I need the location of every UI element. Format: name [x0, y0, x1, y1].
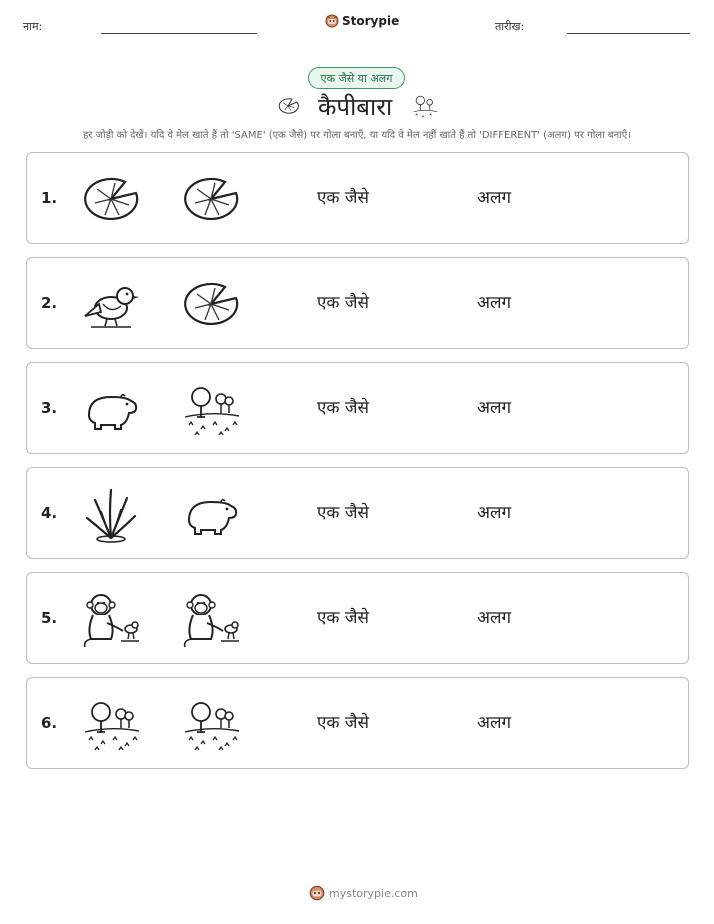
question-row: [26, 257, 689, 349]
option-same[interactable]: एक जैसे: [317, 503, 369, 523]
option-different[interactable]: अलग: [477, 503, 512, 523]
option-different[interactable]: अलग: [477, 398, 512, 418]
question-row: [26, 677, 689, 769]
lily-pad-icon: [181, 274, 241, 334]
trees-landscape-icon: [81, 694, 141, 754]
option-different[interactable]: अलग: [477, 713, 512, 733]
grass-icon: [81, 484, 141, 544]
lily-pad-icon: [181, 169, 241, 229]
instructions-text: हर जोड़ी को देखें। यदि वे मेल खाते हैं तो 'SAME' (एक जैसे) पर गोला बनाएँ, या यदि वे मेल नहीं खाते हैं तो 'DIFFERENT' (अलग) पर गोला बनाएँ।: [82, 130, 632, 141]
option-same[interactable]: एक जैसे: [317, 608, 369, 628]
trees-landscape-icon: [181, 694, 241, 754]
worksheet-title: कैपीबारा: [318, 93, 393, 121]
question-row: [26, 572, 689, 664]
option-same[interactable]: एक जैसे: [317, 713, 369, 733]
trees-landscape-icon: [181, 379, 241, 439]
question-number: 1.: [41, 189, 58, 207]
title-lily-pad-icon: [273, 94, 303, 122]
worksheet-type-badge: एक जैसे या अलग: [308, 67, 405, 89]
storypie-mascot-logo-icon: [325, 13, 339, 29]
footer: [309, 884, 418, 902]
title-trees-landscape-icon: [410, 92, 440, 124]
footer-url[interactable]: mystorypie.com: [329, 886, 418, 900]
question-number: 3.: [41, 399, 58, 417]
option-same[interactable]: एक जैसे: [317, 188, 369, 208]
monkey-with-bird-icon: [81, 589, 141, 649]
capybara-icon: [181, 484, 241, 544]
brand-name: Storypie: [342, 14, 400, 28]
question-row: [26, 362, 689, 454]
date-label: तारीख:: [495, 20, 525, 33]
option-same[interactable]: एक जैसे: [317, 398, 369, 418]
question-number: 5.: [41, 609, 58, 627]
option-different[interactable]: अलग: [477, 188, 512, 208]
question-row: [26, 467, 689, 559]
date-field[interactable]: [567, 33, 690, 34]
lily-pad-icon: [81, 169, 141, 229]
storypie-mascot-logo-icon: [309, 884, 325, 902]
question-row: [26, 152, 689, 244]
question-number: 6.: [41, 714, 58, 732]
option-different[interactable]: अलग: [477, 293, 512, 313]
name-label: नाम:: [23, 20, 43, 33]
bird-icon: [81, 274, 141, 334]
option-same[interactable]: एक जैसे: [317, 293, 369, 313]
name-field[interactable]: [101, 33, 257, 34]
monkey-with-bird-icon: [181, 589, 241, 649]
capybara-icon: [81, 379, 141, 439]
brand-logo: [325, 13, 399, 29]
option-different[interactable]: अलग: [477, 608, 512, 628]
question-number: 4.: [41, 504, 58, 522]
question-number: 2.: [41, 294, 58, 312]
